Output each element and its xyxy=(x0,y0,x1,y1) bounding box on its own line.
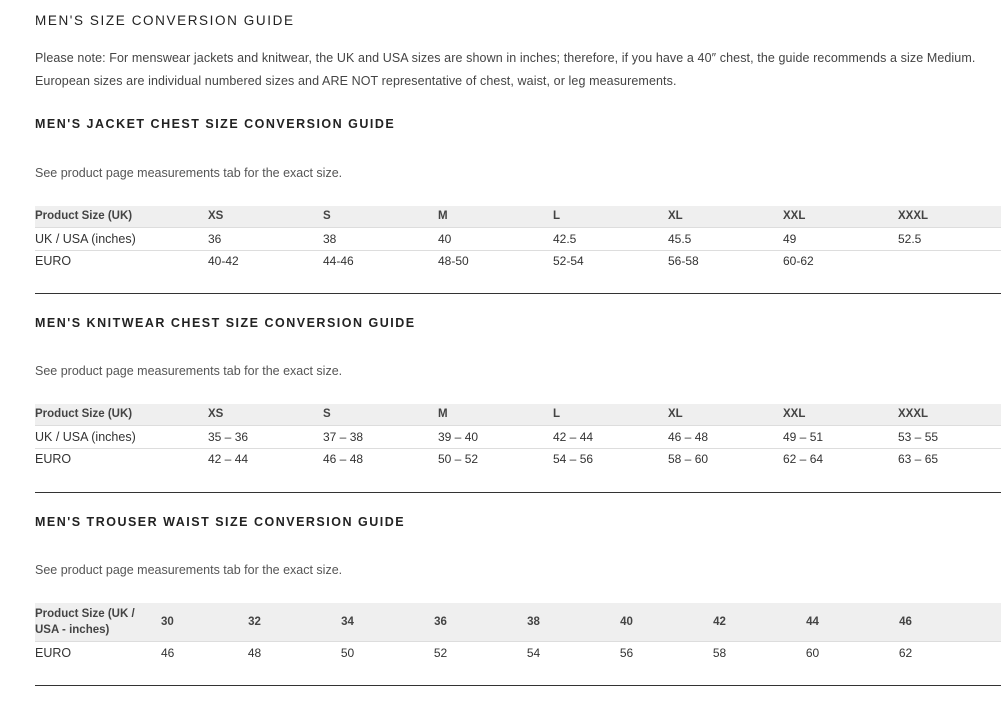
table-cell: 52 xyxy=(433,645,448,660)
header-cell: S xyxy=(323,206,438,227)
table-cell xyxy=(898,250,1001,272)
header-cell: XS xyxy=(208,206,323,227)
header-cell: 36 xyxy=(394,603,487,641)
header-cell: 34 xyxy=(301,603,394,641)
table-cell: 40 xyxy=(438,227,553,250)
header-cell: XXXL xyxy=(898,404,1001,425)
note-line-2: European sizes are individual numbered sizes and ARE NOT representative of chest, waist, or leg measurements. xyxy=(35,74,677,88)
table-cell: 54 – 56 xyxy=(553,452,594,467)
table-cell: 46 xyxy=(161,645,175,660)
table-cell: 42.5 xyxy=(553,227,668,250)
header-cell: 40 xyxy=(580,603,673,641)
trouser-hint: See product page measurements tab for the exact size. xyxy=(35,563,343,577)
section-divider xyxy=(35,492,1001,493)
table-cell: 45.5 xyxy=(668,227,783,250)
header-label: Product Size (UK) xyxy=(35,404,208,425)
header-cell: XL xyxy=(668,206,783,227)
table-header-row xyxy=(35,206,1001,227)
table-header-row xyxy=(35,404,1001,425)
table-cell: 58 xyxy=(712,645,727,660)
row-label: EURO xyxy=(35,645,72,660)
header-cell: 46 xyxy=(859,603,952,641)
section-divider xyxy=(35,685,1001,686)
page-title: MEN'S SIZE CONVERSION GUIDE xyxy=(35,13,295,28)
table-cell: 46 – 48 xyxy=(668,425,783,448)
jacket-size-table xyxy=(35,206,1001,272)
knitwear-hint: See product page measurements tab for the exact size. xyxy=(35,364,343,378)
trouser-size-table xyxy=(35,603,1001,664)
table-cell: 50 xyxy=(340,645,355,660)
header-cell: XXL xyxy=(783,404,898,425)
table-cell: 35 – 36 xyxy=(208,425,323,448)
row-label: EURO xyxy=(35,254,72,269)
table-cell: 42 – 44 xyxy=(553,425,668,448)
table-cell: 49 – 51 xyxy=(783,425,898,448)
table-cell: 48 xyxy=(247,645,262,660)
table-cell: 60 xyxy=(805,645,820,660)
knitwear-section-title: MEN'S KNITWEAR CHEST SIZE CONVERSION GUIDE xyxy=(35,316,416,330)
header-cell-empty xyxy=(952,603,1001,641)
table-cell: 56-58 xyxy=(668,254,699,269)
table-cell: 38 xyxy=(323,227,438,250)
table-cell: 62 xyxy=(898,645,913,660)
table-cell: 52-54 xyxy=(553,254,584,269)
section-divider xyxy=(35,293,1001,294)
header-cell: 38 xyxy=(487,603,580,641)
header-cell: XXXL xyxy=(898,206,1001,227)
header-cell: M xyxy=(438,404,553,425)
table-cell: 56 xyxy=(619,645,634,660)
table-cell: 37 – 38 xyxy=(323,425,438,448)
row-label: UK / USA (inches) xyxy=(35,425,208,448)
table-row xyxy=(35,448,1001,470)
header-label: Product Size (UK) xyxy=(35,206,208,227)
table-cell-empty xyxy=(952,641,1001,664)
header-cell: 30 xyxy=(161,603,208,641)
table-cell: 36 xyxy=(208,227,323,250)
table-cell: 39 – 40 xyxy=(438,425,553,448)
trouser-section-title: MEN'S TROUSER WAIST SIZE CONVERSION GUIDE xyxy=(35,515,406,529)
table-row xyxy=(35,425,1001,448)
header-label: Product Size (UK / USA - inches) xyxy=(35,603,161,641)
table-cell: 53 – 55 xyxy=(898,425,1001,448)
header-cell: XL xyxy=(668,404,783,425)
note-line-1: Please note: For menswear jackets and knitwear, the UK and USA sizes are shown in inches; therefore, if you have a 40″ chest, the guide recommends a size Medium. xyxy=(35,51,976,65)
table-cell: 60-62 xyxy=(783,254,814,269)
header-cell: 42 xyxy=(673,603,766,641)
table-cell: 58 – 60 xyxy=(668,452,709,467)
header-cell: XS xyxy=(208,404,323,425)
header-cell: M xyxy=(438,206,553,227)
table-cell: 40-42 xyxy=(208,254,239,269)
table-row xyxy=(35,641,1001,664)
row-label: UK / USA (inches) xyxy=(35,227,208,250)
table-cell: 52.5 xyxy=(898,227,1001,250)
table-cell: 46 – 48 xyxy=(323,452,364,467)
table-header-row xyxy=(35,603,1001,641)
table-cell: 48-50 xyxy=(438,254,469,269)
header-cell: 32 xyxy=(208,603,301,641)
header-cell: XXL xyxy=(783,206,898,227)
header-cell: L xyxy=(553,404,668,425)
table-cell: 62 – 64 xyxy=(783,452,824,467)
table-row xyxy=(35,227,1001,250)
jacket-section-title: MEN'S JACKET CHEST SIZE CONVERSION GUIDE xyxy=(35,117,396,131)
table-cell: 42 – 44 xyxy=(208,452,249,467)
knitwear-size-table xyxy=(35,404,1001,470)
header-cell: S xyxy=(323,404,438,425)
jacket-hint: See product page measurements tab for the exact size. xyxy=(35,166,343,180)
row-label: EURO xyxy=(35,452,72,467)
header-cell: L xyxy=(553,206,668,227)
table-cell: 63 – 65 xyxy=(898,452,939,467)
table-cell: 49 xyxy=(783,227,898,250)
table-cell: 54 xyxy=(526,645,541,660)
table-cell: 50 – 52 xyxy=(438,452,479,467)
table-cell: 44-46 xyxy=(323,254,354,269)
table-row xyxy=(35,250,1001,272)
header-cell: 44 xyxy=(766,603,859,641)
